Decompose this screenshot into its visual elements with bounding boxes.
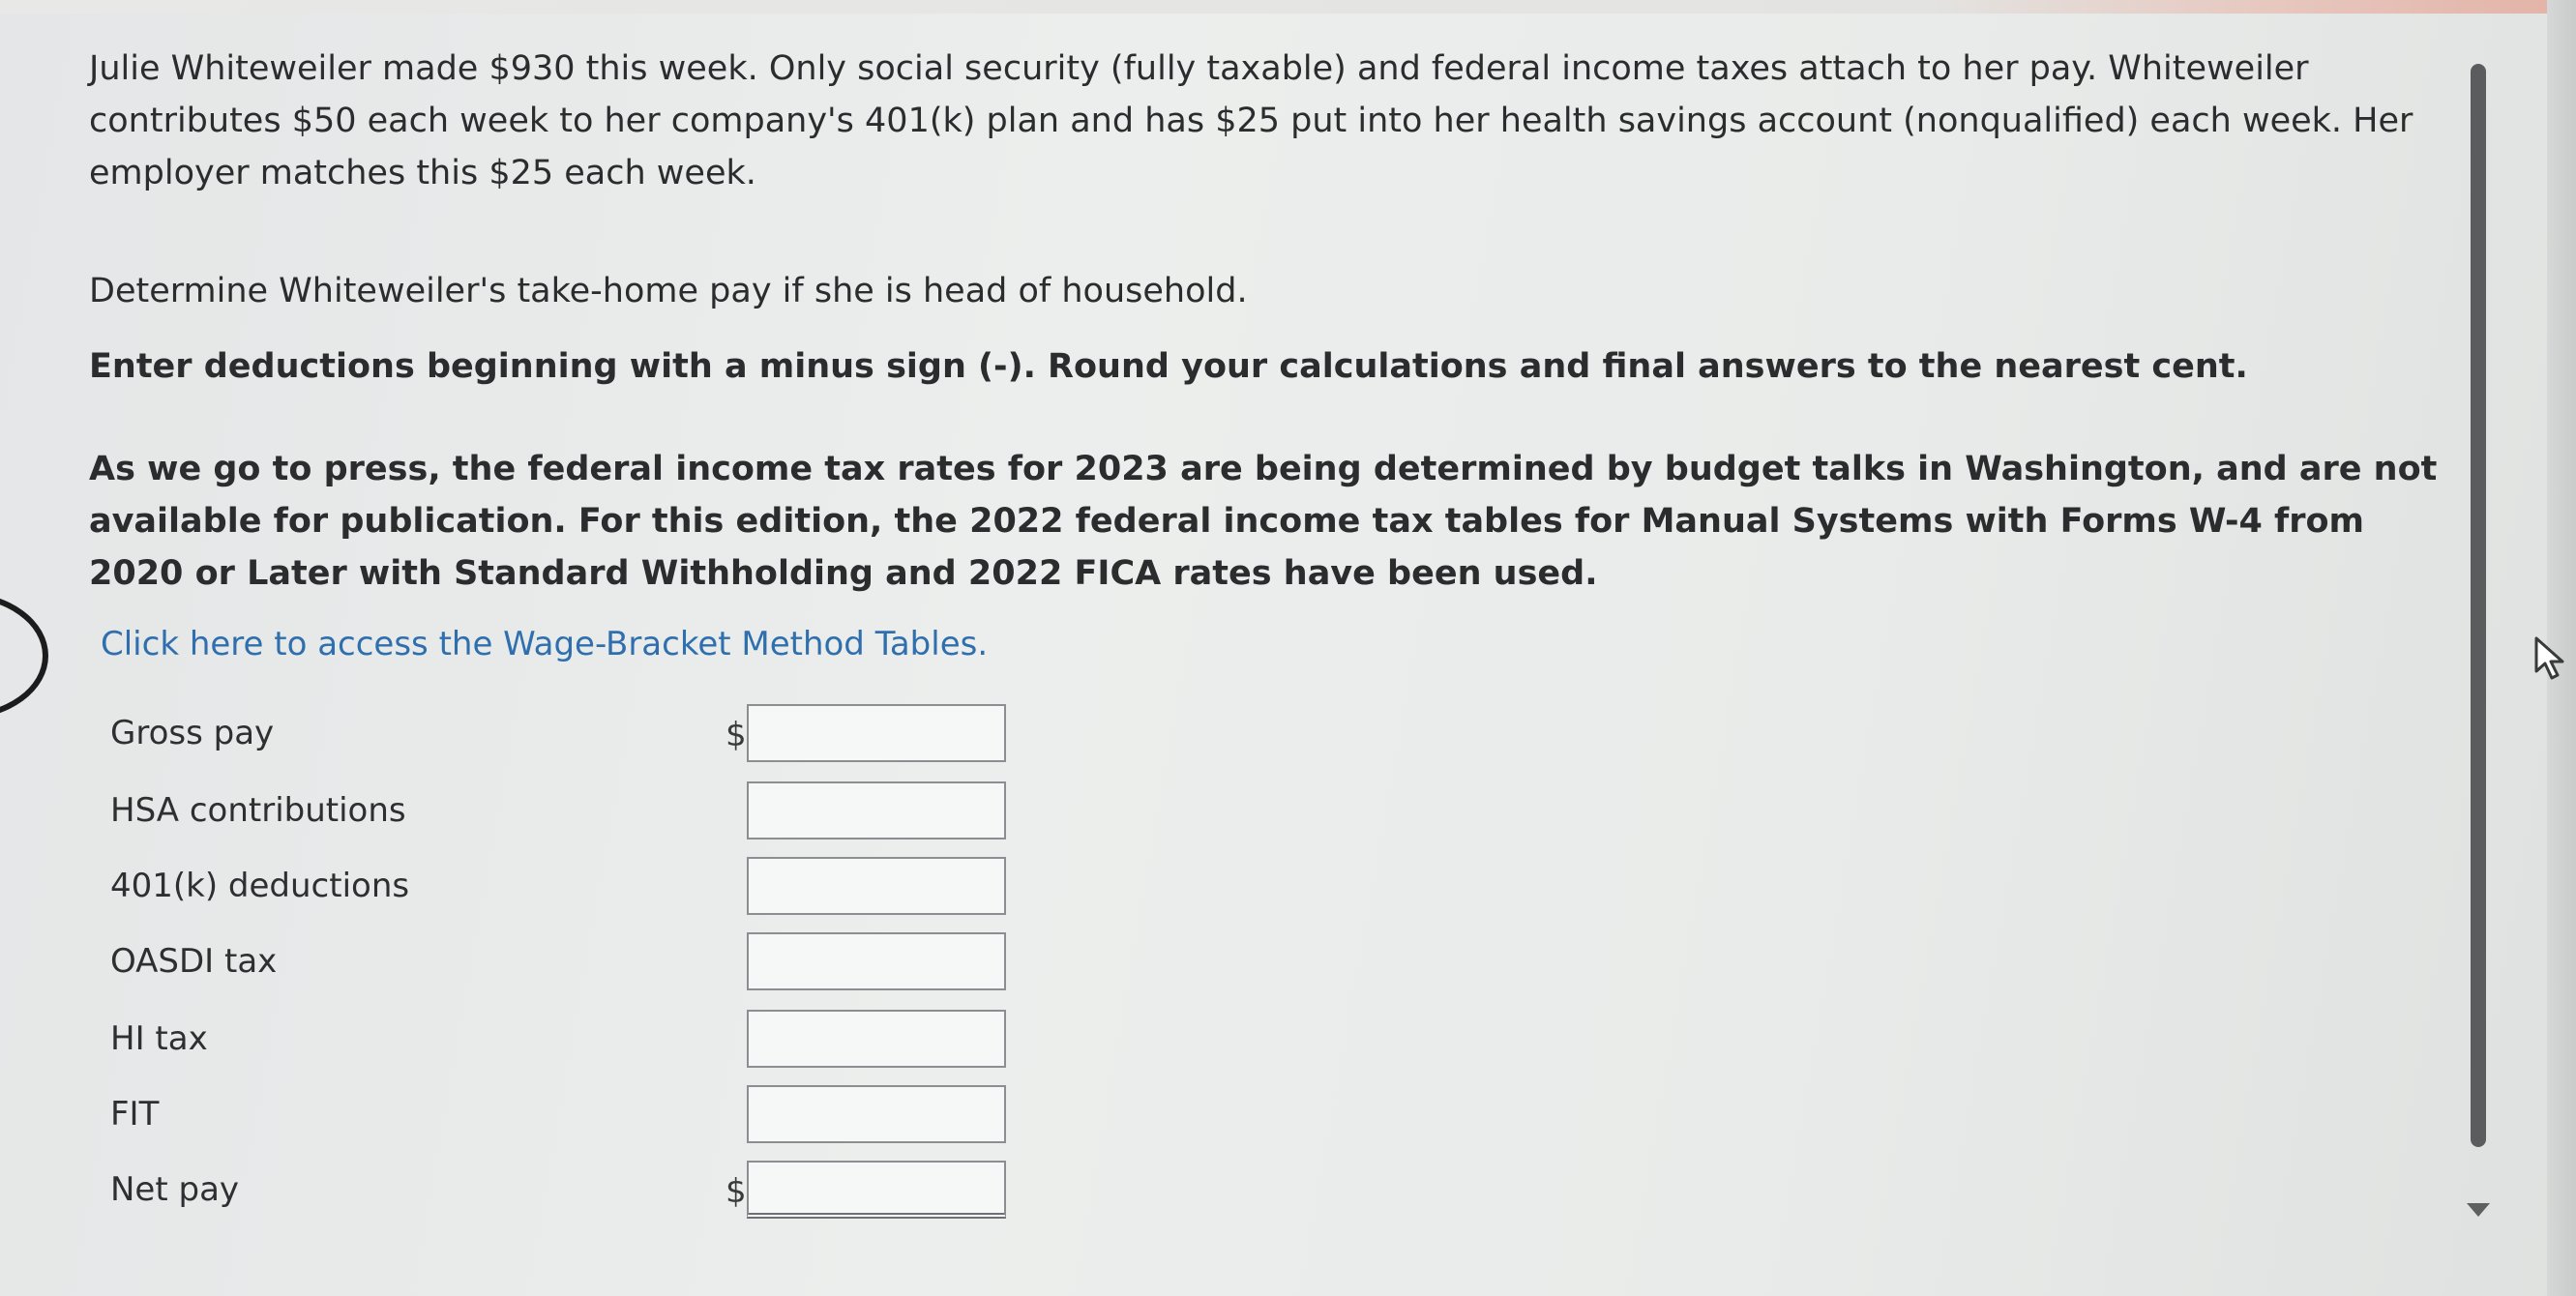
row-401k-deductions (0, 857, 1064, 921)
caret-down-icon[interactable] (2467, 1203, 2490, 1217)
problem-question: Determine Whiteweiler's take-home pay if she is head of household. (89, 272, 1248, 310)
pointer-arrow-icon (2532, 636, 2571, 681)
row-oasdi-tax (0, 932, 1064, 996)
focus-circle-marker (0, 592, 48, 720)
row-hi-tax (0, 1010, 1064, 1074)
net-pay-label: Net pay (110, 1170, 240, 1209)
vertical-scrollbar[interactable] (2471, 64, 2486, 1147)
401k-deductions-label: 401(k) deductions (110, 867, 410, 905)
wage-bracket-tables-link[interactable]: Click here to access the Wage-Bracket Method Tables. (101, 625, 989, 663)
problem-intro: Julie Whiteweiler made $930 this week. Only social security (fully taxable) and federal income taxes attach to her pay. Whiteweiler contributes $50 each week to her company's 401(k) plan and has $25 put into her health savings account (nonqualified) each week. Her employer matches this $25 each week. (89, 49, 2413, 192)
row-fit (0, 1085, 1064, 1149)
row-gross-pay (0, 704, 1064, 768)
currency-symbol: $ (725, 716, 747, 754)
hi-tax-input[interactable] (747, 1010, 1006, 1068)
hi-tax-label: HI tax (110, 1019, 208, 1058)
fit-label: FIT (110, 1095, 160, 1134)
oasdi-tax-label: OASDI tax (110, 942, 278, 981)
row-net-pay (0, 1161, 1064, 1224)
fit-input[interactable] (747, 1085, 1006, 1143)
oasdi-tax-input[interactable] (747, 932, 1006, 990)
hsa-contributions-label: HSA contributions (110, 791, 406, 830)
currency-symbol: $ (725, 1172, 747, 1211)
problem-instructions: Enter deductions beginning with a minus sign (-). Round your calculations and final answers to the nearest cent. (89, 347, 2248, 386)
gross-pay-label: Gross pay (110, 714, 275, 752)
gross-pay-input[interactable] (747, 704, 1006, 762)
press-note: As we go to press, the federal income tax rates for 2023 are being determined by budget talks in Washington, and are not available for publication. For this edition, the 2022 federal income tax tables for Manual Systems with Forms W-4 from 2020 or Later with Standard Withholding and 2022 FICA rates have been used. (89, 450, 2438, 593)
401k-deductions-input[interactable] (747, 857, 1006, 915)
row-hsa-contributions (0, 781, 1064, 845)
net-pay-input[interactable] (747, 1161, 1006, 1219)
hsa-contributions-input[interactable] (747, 781, 1006, 839)
